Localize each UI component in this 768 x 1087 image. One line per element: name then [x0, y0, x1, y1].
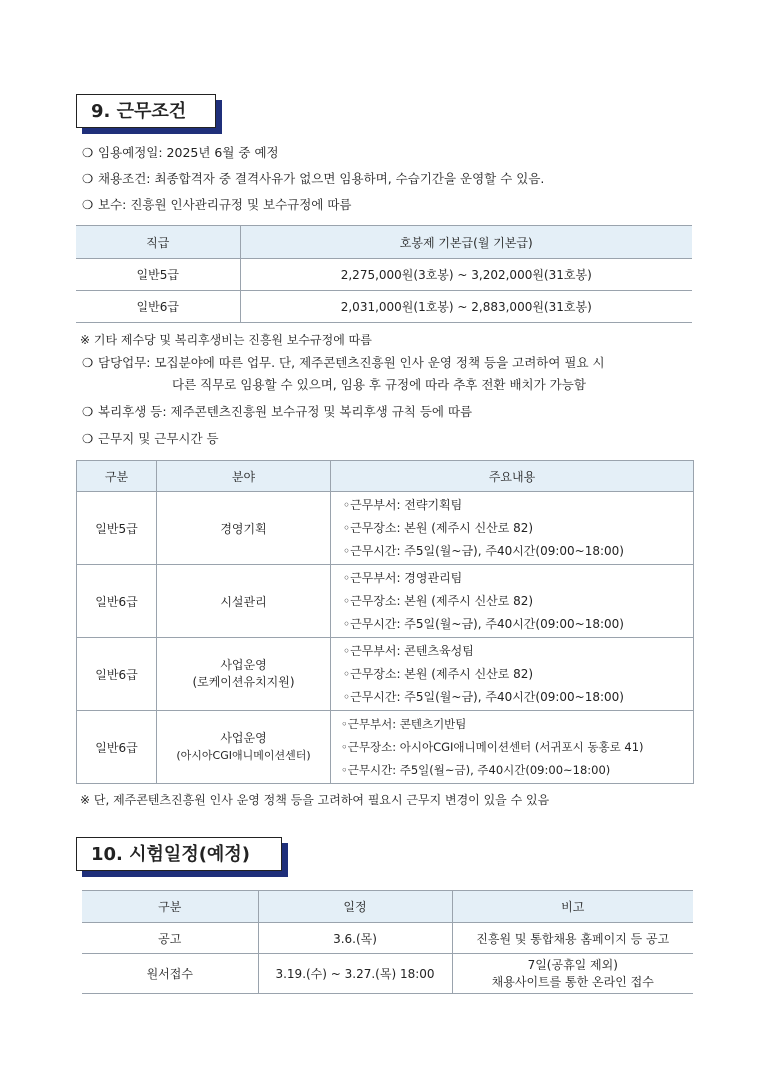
bullet-mark: ❍ [82, 145, 94, 160]
bullet-workplace [82, 431, 219, 447]
work-field-cell [157, 492, 331, 565]
table-row [82, 923, 693, 954]
work-details-cell [331, 565, 694, 638]
schedule-table [82, 890, 693, 994]
bullet-mark: ❍ [82, 355, 94, 370]
detail-department: ◦근무부서: 경영관리팀 [343, 570, 463, 585]
detail-location: ◦근무장소: 아시아CGI애니메이션센터 (서귀포시 동홍로 41) [341, 739, 644, 754]
detail-hours: ◦근무시간: 주5일(월~금), 주40시간(09:00~18:00) [341, 762, 611, 777]
section-10-title: 10. 시험일정(예정) [76, 837, 282, 871]
bullet-hiring-condition [82, 171, 544, 187]
detail-hours: ◦근무시간: 주5일(월~금), 주40시간(09:00~18:00) [343, 689, 624, 704]
field-line: 사업운영 [220, 658, 267, 672]
bullet-mark: ❍ [82, 171, 94, 186]
schedule-remarks-cell: 진흥원 및 통합채용 홈페이지 등 공고 [452, 923, 693, 954]
work-header-field: 분야 [157, 461, 331, 492]
field-line: 사업운영 [220, 731, 267, 745]
schedule-header-remarks: 비고 [452, 891, 693, 923]
schedule-remarks-cell: 7일(공휴일 제외) 채용사이트를 통한 온라인 접수 [452, 954, 693, 994]
work-grade-cell: 일반6급 [77, 711, 157, 784]
salary-header-pay: 호봉제 기본급(월 기본급) [240, 226, 692, 259]
detail-department: ◦근무부서: 콘텐츠기반팀 [341, 716, 467, 731]
work-grade-cell: 일반6급 [77, 638, 157, 711]
section-9-title: 9. 근무조건 [76, 94, 216, 128]
salary-table [76, 225, 692, 323]
bullet-text: 임용예정일: 2025년 6월 중 예정 [98, 145, 279, 160]
note-allowances: ※ 기타 제수당 및 복리후생비는 진흥원 보수규정에 따름 [80, 333, 372, 347]
detail-location: ◦근무장소: 본원 (제주시 신산로 82) [343, 520, 534, 535]
salary-grade-cell: 일반6급 [76, 291, 240, 323]
schedule-category-cell: 공고 [82, 923, 258, 954]
bullet-mark: ❍ [82, 197, 94, 212]
table-row [77, 492, 694, 565]
note-workplace-change: ※ 단, 제주콘텐츠진흥원 인사 운영 정책 등을 고려하여 필요시 근무지 변경이 있을 수 있음 [80, 793, 550, 807]
salary-grade-cell: 일반5급 [76, 259, 240, 291]
bullet-duties-continuation: 다른 직무로 임용할 수 있으며, 임용 후 규정에 따라 추후 전환 배치가 가능함 [172, 377, 586, 392]
table-row [77, 711, 694, 784]
salary-pay-cell: 2,275,000원(3호봉) ~ 3,202,000원(31호봉) [240, 259, 692, 291]
field-line: 시설관리 [220, 594, 267, 609]
bullet-text: 보수: 진흥원 인사관리규정 및 보수규정에 따름 [98, 197, 352, 212]
salary-pay-cell: 2,031,000원(1호봉) ~ 2,883,000원(31호봉) [240, 291, 692, 323]
bullet-mark: ❍ [82, 431, 94, 446]
bullet-text: 근무지 및 근무시간 등 [98, 431, 219, 446]
table-row [82, 954, 693, 994]
salary-header-grade: 직급 [76, 226, 240, 259]
field-line: (로케이션유치지원) [192, 675, 295, 689]
bullet-pay [82, 197, 352, 213]
schedule-header-date: 일정 [258, 891, 452, 923]
detail-location: ◦근무장소: 본원 (제주시 신산로 82) [343, 593, 534, 608]
schedule-date-cell: 3.6.(목) [258, 923, 452, 954]
work-field-cell [157, 565, 331, 638]
work-grade-cell: 일반5급 [77, 492, 157, 565]
bullet-text: 채용조건: 최종합격자 중 결격사유가 없으면 임용하며, 수습기간을 운영할 수 있음. [98, 171, 545, 186]
bullet-appointment-date [82, 145, 279, 161]
detail-hours: ◦근무시간: 주5일(월~금), 주40시간(09:00~18:00) [343, 616, 624, 631]
bullet-text: 복리후생 등: 제주콘텐츠진흥원 보수규정 및 복리후생 규칙 등에 따름 [98, 404, 473, 419]
field-line: (아시아CGI애니메이션센터) [176, 749, 311, 762]
work-grade-cell: 일반6급 [77, 565, 157, 638]
bullet-text: 담당업무: 모집분야에 따른 업무. 단, 제주콘텐츠진흥원 인사 운영 정책 등을 고려하여 필요 시 [98, 355, 605, 370]
bullet-welfare [82, 404, 472, 420]
work-field-cell [157, 711, 331, 784]
work-details-cell [331, 638, 694, 711]
table-row [77, 638, 694, 711]
work-conditions-table [76, 460, 694, 784]
schedule-date-cell: 3.19.(수) ~ 3.27.(목) 18:00 [258, 954, 452, 994]
detail-department: ◦근무부서: 콘텐츠육성팀 [343, 643, 474, 658]
schedule-header-category: 구분 [82, 891, 258, 923]
field-line: 경영기획 [220, 521, 267, 536]
table-row [77, 565, 694, 638]
detail-department: ◦근무부서: 전략기획팀 [343, 497, 463, 512]
work-header-details: 주요내용 [331, 461, 694, 492]
work-details-cell [331, 711, 694, 784]
detail-location: ◦근무장소: 본원 (제주시 신산로 82) [343, 666, 534, 681]
work-field-cell [157, 638, 331, 711]
bullet-duties [82, 355, 605, 371]
work-header-category: 구분 [77, 461, 157, 492]
work-details-cell [331, 492, 694, 565]
detail-hours: ◦근무시간: 주5일(월~금), 주40시간(09:00~18:00) [343, 543, 624, 558]
schedule-category-cell: 원서접수 [82, 954, 258, 994]
bullet-mark: ❍ [82, 404, 94, 419]
